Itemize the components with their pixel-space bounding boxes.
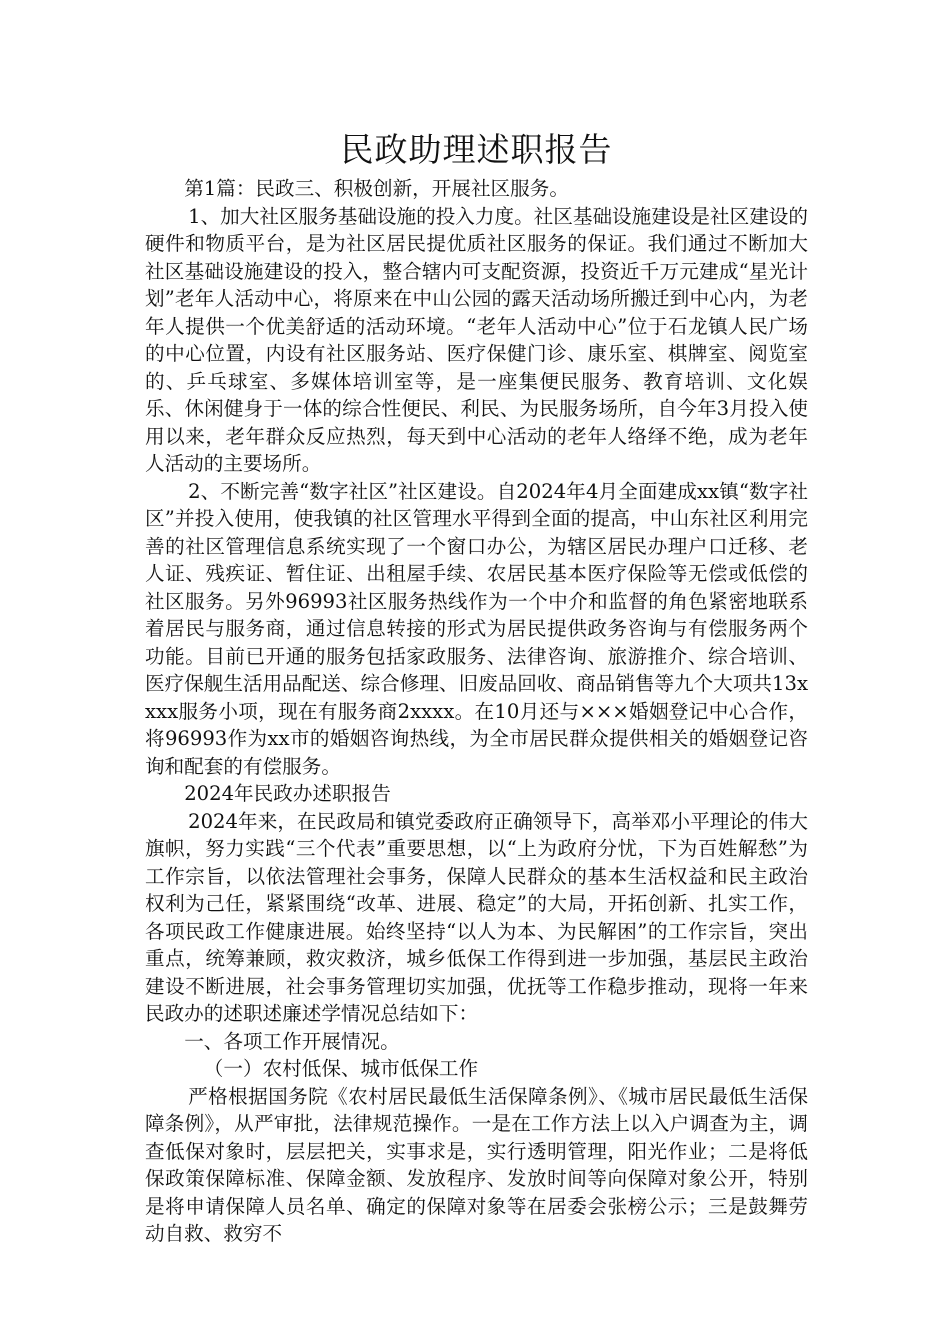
paragraph-report-title: 2024年民政办述职报告 xyxy=(184,782,391,805)
paragraph-report-summary: 2024年来，在民政局和镇党委政府正确领导下，高举邓小平理论的伟大旗帜，努力实践“三个代表”重要思想，以“上为政府分忧，下为百姓解愁”为工作宗旨，以依法管理社会事务，保障人民群众的基本生活权益和民主政治权利为己任，紧紧围绕“改革、进展、稳定”的大局，开拓创新、扎实工作，各项民政工作健康进展。始终坚持“以人为本、为民解困”的工作宗旨，突出重点，统筹兼顾，救灾救济，城乡低保工作得到进一步加强，基层民主政治建设不断进展，社会事务管理切实加强，优抚等工作稳步推动，现将一年来民政办的述职述廉述学情况总结如下： xyxy=(145,809,808,1025)
paragraph-community-facilities: 1、加大社区服务基础设施的投入力度。社区基础设施建设是社区建设的硬件和物质平台，是为社区居民提优质社区服务的保证。我们通过不断加大社区基础设施建设的投入，整合辖内可支配资源，投资近千万元建成“星光计划”老年人活动中心，将原来在中山公园的露天活动场所搬迁到中心内，为老年人提供一个优美舒适的活动环境。“老年人活动中心”位于石龙镇人民广场的中心位置，内设有社区服务站、医疗保健门诊、康乐室、棋牌室、阅览室的、乒乓球室、多媒体培训室等，是一座集便民服务、教育培训、文化娱乐、休闲健身于一体的综合性便民、利民、为民服务场所，自今年3月投入使用以来，老年群众反应热烈，每天到中心活动的老年人络绎不绝，成为老年人活动的主要场所。 xyxy=(145,204,808,475)
document-page xyxy=(145,128,808,1248)
paragraph-digital-community: 2、不断完善“数字社区”社区建设。自2024年4月全面建成xx镇“数字社区”并投入使用，使我镇的社区管理水平得到全面的提高，中山东社区利用完善的社区管理信息系统实现了一个窗口办公，为辖区居民办理户口迁移、老人证、残疾证、暂住证、出租屋手续、农居民基本医疗保险等无偿或低偿的社区服务。另外96993社区服务热线作为一个中介和监督的角色紧密地联系着居民与服务商，通过信息转接的形式为居民提供政务咨询与有偿服务两个功能。目前已开通的服务包括家政服务、法律咨询、旅游推介、综合培训、医疗保舰生活用品配送、综合修理、旧废品回收、商品销售等九个大项共13xxxx服务小项，现在有服务商2xxxx。在10月还与×××婚姻登记中心合作，将96993作为xx市的婚姻咨询热线，为全市居民群众提供相关的婚姻登记咨询和配套的有偿服务。 xyxy=(145,479,808,778)
paragraph-section-heading: 一、各项工作开展情况。 xyxy=(184,1029,400,1053)
paragraph-low-income-work: 严格根据国务院《农村居民最低生活保障条例》、《城市居民最低生活保障条例》，从严审批，法律规范操作。一是在工作方法上以入户调查为主，调查低保对象时，层层把关，实事求是，实行透明管理，阳光作业；二是将低保政策保障标准、保障金额、发放程序、发放时间等向保障对象公开，特别是将申请保障人员名单、确定的保障对象等在居委会张榜公示；三是鼓舞劳动自救、救穷不 xyxy=(145,1084,808,1245)
paragraph-subsection-heading: （一）农村低保、城市低保工作 xyxy=(203,1057,479,1080)
paragraph-intro: 第1篇：民政三、积极创新，开展社区服务。 xyxy=(184,177,569,200)
document-title: 民政助理述职报告 xyxy=(340,130,613,169)
